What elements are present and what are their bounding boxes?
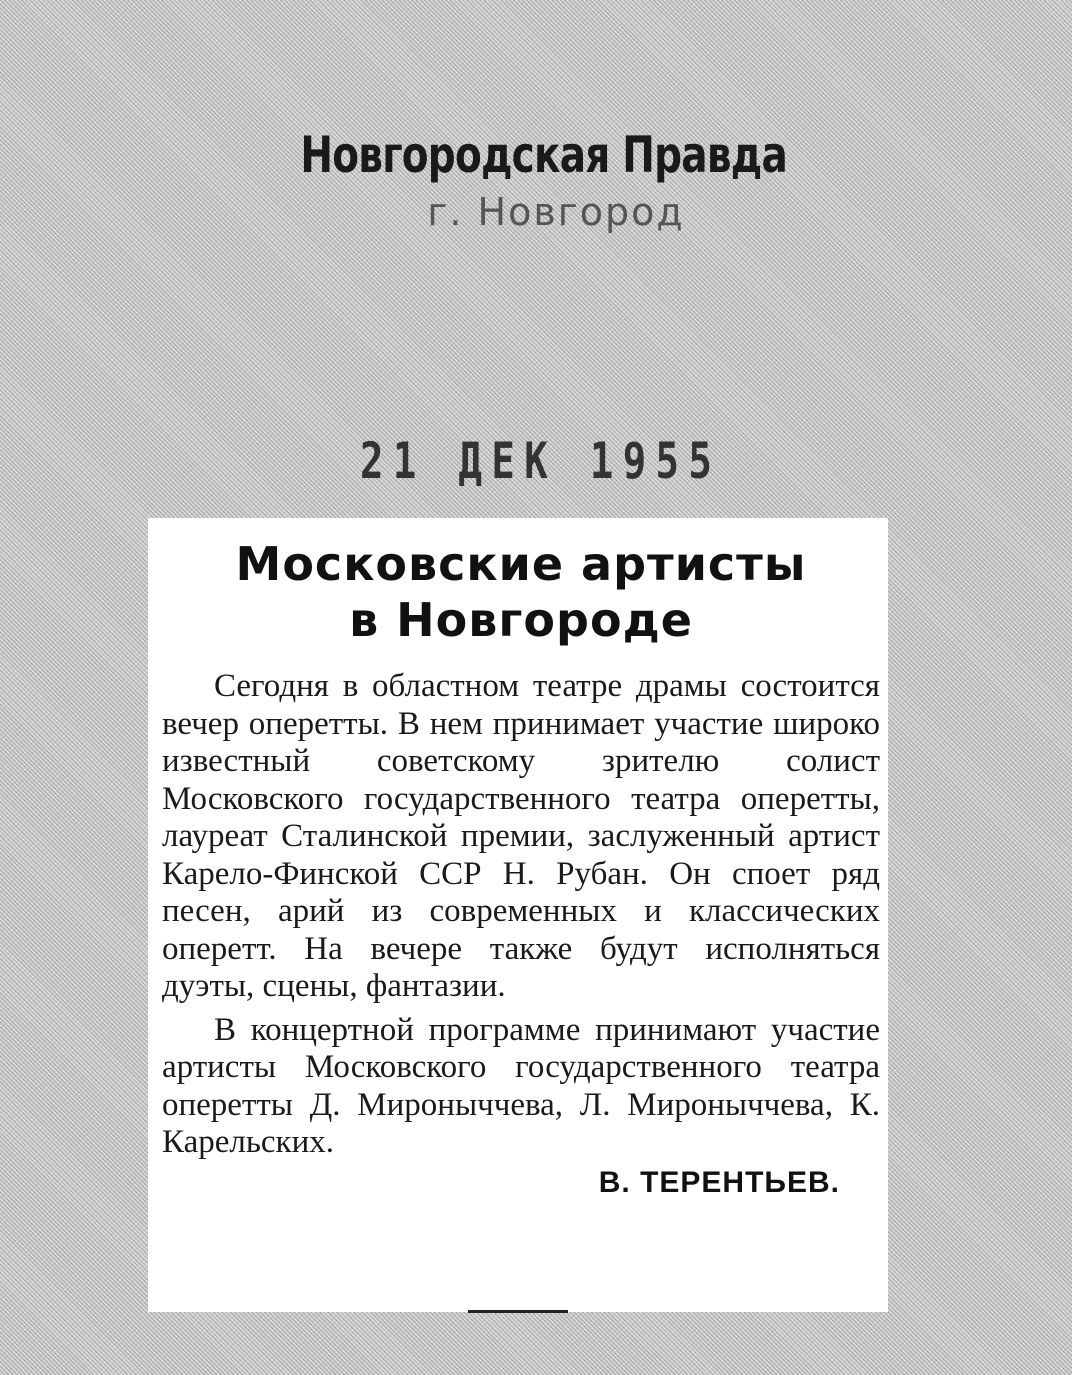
article-clipping xyxy=(148,518,888,1312)
date-stamp: 21 ДЕК 1955 xyxy=(360,432,722,490)
clipping-bottom-rule xyxy=(468,1310,568,1313)
article-title xyxy=(162,536,880,648)
article-paragraph-2: В концертной программе принимают участие артисты Московского государственного театра оперетты Д. Мироныччева, Л. Мироныччева, К. Карельских. xyxy=(162,1011,880,1160)
newspaper-city: г. Новгород xyxy=(427,190,685,234)
article-paragraph-1: Сегодня в областном театре драмы состоится вечер оперетты. В нем принимает участие широко известный советскому зрителю солист Московского государственного театра оперетты, лауреат Сталинской премии, заслуженный артист Карело-Финской ССР Н. Рубан. Он споет ряд песен, арий из современных и классических оперетт. На вечере также будут исполняться дуэты, сцены, фантазии. xyxy=(162,668,880,1004)
article-title-line2: в Новгороде xyxy=(349,593,693,647)
article-title-line1: Московские артисты xyxy=(235,537,807,591)
newspaper-stamp xyxy=(0,120,1072,234)
newspaper-name: Новгородская Правда xyxy=(300,126,788,184)
article-author: В. ТЕРЕНТЬЕВ. xyxy=(598,1165,840,1199)
